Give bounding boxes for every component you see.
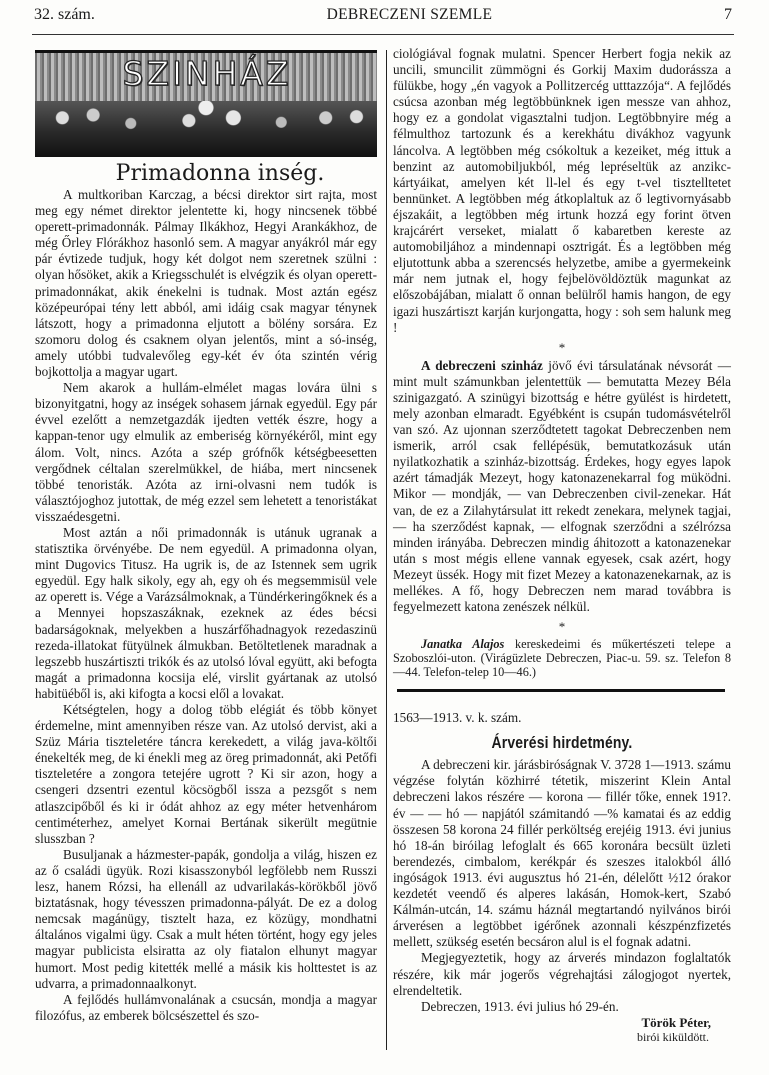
article-paragraph: Busuljanak a házmester-papák, gondolja a világ, hiszen ez az ő családi ügyük. Rozi kisasszonyból legfölebb nem Russzi lesz, hanem Rózsi, ha ellenáll az udvarilakás-körökből jövő biztatásnak, hogy tévesszen primadonna-pályát. De ez a dolog nemcsak magánügy, tisztelt haza, ez közügy, mondhatni általános vigalmi ügy. Csak a mult héten történt, hogy egy jeles magyar publicista elsiratta az oly fiatalon elhunyt magyar humort. Most pedig kitették mellé a másik kis holttestet is az udvarra, a primadonnaalkonyt. — [35, 846, 377, 991]
signature-role: birói kiküldött. — [637, 1029, 709, 1044]
right-column — [393, 46, 731, 1045]
page-number: 7 — [724, 6, 732, 23]
newspaper-title: DEBRECZENI SZEMLE — [326, 6, 493, 23]
audience-illustration — [35, 101, 377, 157]
article-paragraph: Nem akarok a hullám-elmélet magas lovára ülni s bizonyitgatni, hogy az inségek sohasem járnak egyedül. Egy pár évvel ezelőtt a nemzetgazdák ijedten vették észre, hogy a kappan-tenor ugy elmulik az emberiség környékéről, mint egy álom. Volt, nincs. Azóta a szép grófnők kétségbeesetten vergődnek céltalan szerelmükkel, de hiába, mert nincsenek többé tenoristák. Azóta az irni-olvasni nem tudók is választójoghoz jutottak, de még ezzel sem lehetett a tenoristákat visszaédesgetni. — [35, 380, 377, 524]
advertisement — [393, 637, 731, 679]
article-continuation: ciológiával fognak mulatni. Spencer Herbert fogja nekik az uncili, smuncilit zümmögni és Gorkij Maxim dudorássza a fülükbe, hogy „én vagyok a Pollitzercég utttazzója“. A fejlődés csúcsa azonban még legtöbbünknek igen messze van ahhoz, hogy ez a gondolat vigasztalni tudjon. Legtöbbnyire még a félmulthoz tartozunk és a kerekhátu divákhoz vagyunk láncolva. A legtöbben még csókoltuk a kezeiket, még ittuk a benzint az automobiljukból, még lepréseltük az anzikc-kártyáikat, amelyen két ll-lel és egy t-vel tisztelltetet bennünket. A legtöbben még átkoplaltuk az ő legtivornyásabb éjszakáit, a legtöbben még irtunk hozzá egy forint ötven krajcárért verseket, mialatt ő kabaretben kereste az automobiljához a mindennapi osztrigát. És a legtöbben még eljutottunk abba a szerencsés helyzetbe, amibe a gyermekeink már nem jutnak el, hogy fejbelövöldöztük magunkat az előszobájában, mialatt ő onnan belülről hamis hangon, de egy igazi huszártiszt karján kurjongatta, hogy : soh sem halunk meg ! — [393, 46, 731, 335]
notice-paragraph: A debreczeni kir. járásbiróságnak V. 3728 1—1913. számu végzése folytán közhirré tétetik, miszerint Klein Antal debreczeni lakos részére — korona — fillér tőke, ennek 191?. év — — hó — napjától számitandó —% kamatai és az eddig összesen 58 korona 24 fillér perköltség erejéig 1913. évi junius hó 18-án biróilag lefoglalt és 665 koronára becsült üzleti berendezés, cimbalom, kerékpár és szeszes italokból álló ingóságok 1913. évi augusztus hó 21-én, délelőtt ½12 órakor kezdetét veendő és alperes lakásán, Homok-kert, Szabó Kálmán-utcán, 14. számu háznál megtartandó nyilvános birói árverésen a legtöbbet igérőnek azonnali készpénzfizetés mellett, szükség esetén becsáron alul is el fognak adatni. — [393, 757, 731, 950]
theatre-banner-illustration — [35, 50, 377, 157]
notice-date: Debreczen, 1913. évi julius hó 29-én. — [421, 998, 619, 1014]
article-title: Primadonna inség. — [115, 161, 325, 186]
article-paragraph: Kétségtelen, hogy a dolog több elégiát és több könyet érdemelne, mint amennyiben része van. Az utolsó dervist, aki a Szüz Mária tiszteletére táncra kerekedett, a világ java-költői énekelték meg, de ki énekli meg az öreg primadonnát, aki Petőfi tiszteletére a zongora tetejére ugrott ? Ki sir azon, hogy a csengeri dzsentri ezentul köcsögből issza a pezsgőt s nem atlaszcipőből és ki ir ódát ahhoz az egy méter hetvenhárom centiméterhez, amelyet Kornai Bertának sikerült megütnie slusszban ? — [35, 702, 377, 846]
left-column — [35, 50, 377, 1024]
signature-name: Török Péter, — [641, 1014, 711, 1030]
ad-name: Janatka Alajos — [421, 637, 505, 652]
ad-text: kereskedeimi és műkertészeti telepe a Szoboszlói-uton. (Virágüzlete Debreczen, Piac-u. 59. sz. Telefon 8—44. Telefon-telep 10—46.) — [393, 637, 731, 680]
banner-label: SZINHÁZ — [122, 54, 292, 93]
notice-title: Árverési hirdetmény. — [491, 733, 633, 753]
article-paragraph: Most aztán a női primadonnák is utánuk ugranak a statisztika örvényébe. De nem egyedül. A primadonna olyan, mint Dugovics Titusz. Ha ugrik is, de az Istennek sem ugrik egyedül. Egy halk sikoly, egy ah, egy oh és megsemmisül vele az operett is. Vége a Varázsálmoknak, a Tündérkeringőknek és a a Mennyei hopszaszáknak, ezeknek az édes bécsi badarságoknak, melyekben a huszárfőhadnagyok rezedaszinü rezeda-illatokat fütyülnek álmukban. Betöltetlenek maradnak a legszebb huszártiszti trikók és az utolsó lóval együtt, aki befogta magát a primadonna kocsija elé, virslit gyártanak az utolsó habitüéből is, aki kifogta a kocsi elől a lovakat. — [35, 524, 377, 701]
news-text: jövő évi társulatának névsorát — mint mult számunkban jelentettük — bemutatta Mezey Béla szinigazgató. A szinügyi bizottság e hétre gyülést is hirdetett, mely azonban elmaradt. Egyébként is csupán tudomásvételről van szó. Az ujonnan szerződtetett tagokat Debreczenben nem ismerik, arról csak fellépésük, bemutatkozásuk után nyilatkozhatik a szinház-bizottság. Érdekes, hogy egyes lapok azért támadják Mezeyt, hogy katonazenekarral fog müködni. Mikor — mondják, — van Debreczenben civil-zenekar. Hát van, de ez a Zilahytársulat itt rekedt zenekara, melynek tagjai, — ha szerződést kapnak, — elfognak szerződni a szélrózsa minden irányába. Debreczen mindig áhitozott a katonazenekar után s most mégis ellene vannak egyesek, csak azért, hogy Mezeyt üssék. Hogy mit fizet Mezey a katonazenekarnak, az is mellékes. A fő, hogy Debreczen nem marad továbbra is fegyelmezett katona zenészek nélkül. — [393, 357, 731, 615]
section-rule — [397, 689, 725, 692]
theatre-news-paragraph — [393, 358, 731, 616]
article-paragraph: A fejlődés hullámvonalának a csucsán, mondja a magyar filozófus, az emberek bölcsészettel és szo- — [35, 991, 377, 1023]
column-divider — [386, 50, 387, 1050]
notice-paragraph: Megjegyeztetik, hogy az árverés mindazon foglaltatók részére, kik már jogerős végrehajtási zálogjogot nyertek, elrendeltetik. — [393, 950, 731, 998]
article-paragraph: A multkoriban Karczag, a bécsi direktor sirt rajta, most meg egy német direktor jelentette ki, hogy nincsenek többé operett-primadonnák. Pálmay Ilkákhoz, Hegyi Arankákhoz, de még Őrley Flórákhoz hasonló sem. A magyar anyákról már egy pár évtizede tudjuk, hogy két dolgot nem szeretnek szülni : olyan hősöket, akik a Kriegsschulét is elvégzik és olyan operett-primadonnákat, akik énekelni is tudnak. Most aztán egész középeurópai tény lett abból, ami idáig csak magyar ténynek látszott, hogy a primadonna eljutott a bölény sorsára. Ez szomoru dolog és csaknem olyan jelentős, mint a só-inség, amely utóbbi tudvalevőleg egy-két év óta szintén vérig bojkottolja a magyar ugart. — [35, 187, 377, 380]
page-header — [34, 6, 734, 28]
signature — [393, 1015, 731, 1045]
issue-number: 32. szám. — [34, 6, 95, 23]
notice-case-number: 1563—1913. v. k. szám. — [393, 710, 522, 726]
section-separator: * — [558, 619, 566, 635]
news-lead: A debreczeni szinház — [421, 357, 543, 373]
header-rule — [32, 34, 734, 35]
section-separator: * — [558, 339, 566, 355]
